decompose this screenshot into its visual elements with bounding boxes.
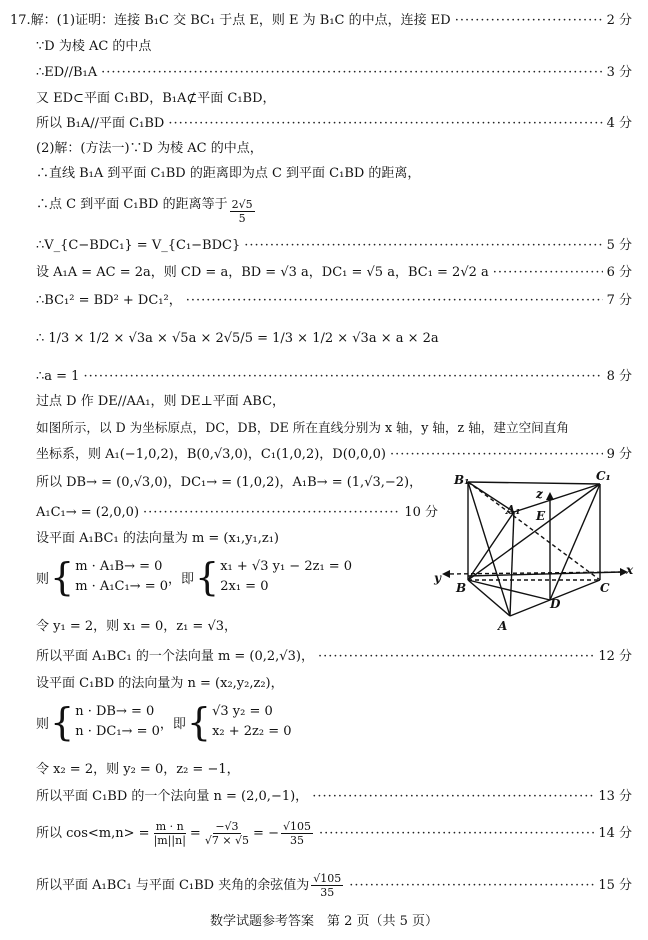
line-26	[36, 788, 632, 806]
text: (2)解：(方法一)∵D 为棱 AC 的中点，	[36, 141, 263, 156]
line-28	[36, 872, 632, 899]
label-a: A	[498, 619, 508, 633]
numerator: −√3	[215, 820, 239, 833]
page-footer: 数学试题参考答案 第 2 页（共 5 页）	[209, 914, 439, 929]
score: 13 分	[598, 789, 632, 804]
label-e: E	[536, 509, 546, 523]
line-1	[10, 12, 632, 30]
score: 7 分	[606, 293, 632, 308]
left-brace: {	[50, 555, 75, 599]
line-24-system	[36, 702, 292, 742]
text: 如图所示，以 D 为坐标原点，DC，DB，DE 所在直线分别为 x 轴，y 轴，z 轴，建立空间直角	[36, 420, 569, 435]
label-a1: A₁	[506, 503, 521, 517]
line-11	[36, 292, 632, 310]
fraction	[152, 820, 188, 847]
equation-row: n · DB→ = 0	[75, 704, 155, 719]
y-arrow	[442, 570, 450, 578]
score: 8 分	[606, 369, 632, 384]
text: ∴BC₁² = BD² + DC₁²，	[36, 293, 182, 308]
line-3	[36, 64, 632, 82]
left-brace: {	[186, 700, 212, 744]
label-y: y	[434, 571, 441, 585]
text: ∵D 为棱 AC 的中点	[36, 39, 152, 54]
score: 12 分	[598, 649, 632, 664]
leader-dots	[349, 877, 594, 895]
text: ∴a = 1	[36, 369, 80, 384]
text: 所以平面 A₁BC₁ 的一个法向量 m = (0,2,√3)，	[36, 649, 314, 664]
score: 14 分	[598, 825, 632, 841]
leader-dots	[101, 64, 602, 82]
text: 所以 DB→ = (0,√3,0)，DC₁→ = (1,0,2)，A₁B→ = (1,√3,−2)，	[36, 475, 423, 490]
fraction	[203, 820, 251, 847]
text: ∴ 1/3 × 1/2 × √3a × √5a × 2√5/5 = 1/3 × 1/2 × √3a × a × 2a	[36, 331, 439, 346]
line-6	[36, 140, 632, 158]
score: 2 分	[606, 13, 632, 28]
leader-dots	[493, 264, 603, 282]
line-23	[36, 675, 632, 693]
label-c1: C₁	[596, 469, 611, 483]
leader-dots	[455, 12, 603, 30]
text: 所以平面 A₁BC₁ 与平面 C₁BD 夹角的余弦值为	[36, 877, 310, 893]
line-5	[36, 115, 632, 133]
left-brace: {	[195, 555, 220, 599]
line-10	[36, 264, 632, 282]
edge-a1-c1	[514, 484, 600, 512]
leader-dots	[312, 788, 594, 806]
denominator: √7 × √5	[204, 834, 250, 847]
line-22	[36, 648, 632, 666]
equation-row: m · A₁C₁→ = 0	[75, 579, 169, 594]
numerator: √105	[313, 872, 342, 885]
left-brace: {	[50, 700, 75, 744]
score: 9 分	[606, 447, 632, 462]
leader-dots	[83, 368, 602, 386]
numerator: 2√5	[231, 198, 253, 211]
numerator: m · n	[155, 820, 184, 833]
text: ∴ED//B₁A	[36, 65, 98, 80]
z-arrow	[546, 492, 554, 500]
text: 坐标系，则 A₁(−1,0,2)，B(0,√3,0)，C₁(1,0,2)，D(0,0,0)	[36, 447, 386, 462]
leader-dots	[390, 446, 603, 464]
line-13	[36, 368, 632, 386]
text: ∴点 C 到平面 C₁BD 的距离等于	[36, 197, 228, 212]
prefix: 则	[36, 716, 50, 732]
text: 所以 B₁A//平面 C₁BD	[36, 116, 165, 131]
text: ∴V_{C−BDC₁} = V_{C₁−BDC}	[36, 238, 241, 253]
line-19	[36, 530, 428, 548]
score: 3 分	[606, 65, 632, 80]
equals: =	[189, 825, 201, 841]
line-16	[36, 446, 632, 464]
label-d: D	[550, 597, 561, 611]
edge-a1-a	[510, 512, 514, 616]
line-20-system	[36, 557, 352, 597]
score: 10 分	[404, 505, 438, 520]
equation-column	[75, 557, 168, 597]
equation-row: 2x₁ = 0	[220, 579, 269, 594]
denominator: |m||n|	[153, 834, 186, 847]
label-z: z	[536, 487, 543, 501]
segment-a1-b	[468, 512, 514, 580]
line-27	[36, 820, 632, 847]
numerator: √105	[282, 820, 311, 833]
text: ∴直线 B₁A 到平面 C₁BD 的距离即为点 C 到平面 C₁BD 的距离，	[36, 166, 421, 181]
text: 过点 D 作 DE//AA₁，则 DE⊥平面 ABC，	[36, 394, 286, 409]
text: 令 x₂ = 2，则 y₂ = 0，z₂ = −1，	[36, 762, 240, 777]
line-17	[36, 474, 448, 492]
leader-dots	[143, 504, 400, 522]
leader-dots	[244, 237, 602, 255]
line-18	[36, 504, 438, 522]
text: 17.解：(1)证明：连接 B₁C 交 BC₁ 于点 E，则 E 为 B₁C 的中点，连接 ED	[10, 13, 451, 28]
text: 又 ED⊂平面 C₁BD，B₁A⊄平面 C₁BD，	[36, 91, 276, 106]
equation-row: x₁ + √3 y₁ − 2z₁ = 0	[220, 559, 353, 574]
score: 4 分	[606, 116, 632, 131]
score: 15 分	[598, 877, 632, 893]
leader-dots	[168, 115, 602, 133]
leader-dots	[186, 292, 603, 310]
fraction	[230, 198, 255, 225]
fraction	[281, 820, 313, 847]
line-15	[36, 419, 632, 437]
leader-dots	[318, 648, 594, 666]
edge-b1-c1	[468, 482, 600, 484]
text: A₁C₁→ = (2,0,0)	[36, 505, 140, 520]
connector: ，即	[168, 571, 195, 587]
denominator: 5	[238, 212, 246, 225]
prism-figure	[426, 468, 638, 638]
text: 令 y₁ = 2，则 x₁ = 0，z₁ = √3，	[36, 619, 237, 634]
label-x: x	[626, 563, 634, 577]
score: 6 分	[606, 265, 632, 280]
equation-column	[220, 557, 352, 597]
text: 设平面 C₁BD 的法向量为 n = (x₂,y₂,z₂)，	[36, 676, 284, 691]
line-2	[36, 38, 632, 56]
line-12	[36, 330, 632, 348]
prefix: 则	[36, 571, 50, 587]
text: 所以 cos<m,n> =	[36, 825, 150, 841]
equation-row: m · A₁B→ = 0	[75, 559, 163, 574]
line-8	[36, 196, 632, 225]
text: 设 A₁A = AC = 2a，则 CD = a，BD = √3 a，DC₁ = √5 a，BC₁ = 2√2 a	[36, 265, 489, 280]
equation-row: √3 y₂ = 0	[212, 704, 273, 719]
line-21	[36, 618, 428, 636]
equals: = −	[253, 825, 279, 841]
label-c: C	[600, 581, 610, 595]
line-4	[36, 90, 632, 108]
leader-dots	[319, 825, 594, 843]
label-b: B	[456, 581, 467, 595]
line-25	[36, 761, 632, 779]
denominator: 35	[320, 886, 335, 899]
line-7	[36, 165, 632, 183]
fraction	[311, 872, 343, 899]
line-14	[36, 393, 632, 411]
score: 5 分	[606, 238, 632, 253]
equation-column	[75, 702, 160, 742]
denominator: 35	[289, 834, 304, 847]
text: 所以平面 C₁BD 的一个法向量 n = (2,0,−1)，	[36, 789, 309, 804]
equation-row: x₂ + 2z₂ = 0	[212, 724, 292, 739]
connector: ，即	[159, 716, 186, 732]
label-b1: B₁	[454, 473, 470, 487]
line-9	[36, 237, 632, 255]
equation-row: n · DC₁→ = 0	[75, 724, 160, 739]
text: 设平面 A₁BC₁ 的法向量为 m = (x₁,y₁,z₁)	[36, 531, 280, 546]
segment-b-c1	[468, 484, 600, 580]
equation-column	[212, 702, 291, 742]
